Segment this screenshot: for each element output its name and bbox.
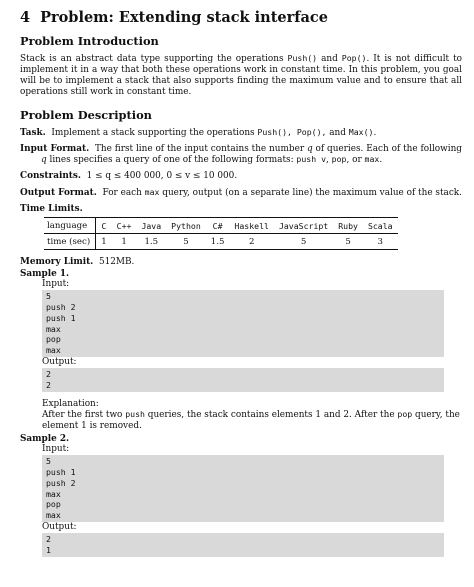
output-format-text-1: For each — [102, 188, 145, 199]
code-line: 2 — [46, 534, 51, 545]
memory-limit-value: 512MB. — [98, 257, 135, 268]
q-variable: q — [306, 143, 313, 154]
table-cell: 5 — [274, 234, 333, 250]
code-line: max — [46, 488, 61, 499]
table-header-cell: C++ — [112, 218, 137, 234]
table-cell: 5 — [166, 234, 206, 250]
sample-1-title: Sample 1. — [20, 269, 70, 280]
explanation-label: Explanation: — [42, 398, 99, 409]
or-text: , or — [346, 155, 365, 166]
intro-text-and: and — [317, 54, 342, 64]
code-line: 2 — [46, 368, 51, 379]
pop-keyword: pop — [397, 409, 413, 420]
push-v-format: push v — [296, 154, 326, 165]
code-line: max — [46, 323, 61, 334]
q-variable: q — [41, 155, 47, 166]
table-header-cell: Python — [166, 218, 206, 234]
code-line: push 1 — [46, 312, 76, 323]
input-format-text-1: The first line of the input contains the number — [95, 143, 307, 154]
code-line: 1 — [46, 544, 51, 555]
time-limits-values-row — [44, 234, 398, 250]
table-header-cell: language — [44, 218, 96, 234]
comma: , — [326, 155, 332, 166]
table-cell: 5 — [333, 234, 363, 250]
sample-2-input-box — [42, 455, 444, 522]
input-format-paragraph — [20, 144, 462, 167]
section-number: 4 — [20, 9, 31, 26]
section-title — [20, 9, 462, 26]
pop-operation: Pop() — [341, 53, 367, 63]
input-format-label: Input Format. — [20, 143, 90, 154]
input-format-end: . — [379, 155, 383, 166]
time-limits-header-row — [44, 218, 398, 234]
input-format-text-3: lines specifies a query of one of the following formats: — [46, 155, 297, 166]
sample-2-input-label: Input: — [42, 444, 70, 455]
section-title-text: Problem: Extending stack interface — [40, 9, 328, 26]
code-line: pop — [46, 334, 61, 345]
sample-2-output-label: Output: — [42, 522, 77, 533]
code-line: pop — [46, 499, 61, 510]
task-paragraph — [20, 127, 462, 139]
task-end: . — [373, 127, 377, 138]
constraints-paragraph — [20, 171, 462, 182]
time-limits-title: Time Limits. — [20, 204, 83, 215]
table-cell: 2 — [229, 234, 274, 250]
code-line: 5 — [46, 456, 51, 467]
constraints-label: Constraints. — [20, 171, 81, 182]
table-header-cell: Ruby — [333, 218, 363, 234]
description-heading: Problem Description — [20, 107, 152, 122]
code-line: push 2 — [46, 301, 76, 312]
memory-limit-label: Memory Limit. — [20, 257, 94, 268]
output-format-paragraph — [20, 187, 462, 199]
code-line: max — [46, 510, 61, 521]
max-query: max — [144, 187, 160, 198]
explanation-text-1: After the first two — [42, 410, 126, 421]
memory-limit — [20, 257, 462, 267]
code-line: push 2 — [46, 477, 76, 488]
max-operation: Max() — [348, 126, 374, 137]
max-format: max — [364, 154, 380, 165]
table-cell: time (sec) — [44, 234, 96, 250]
code-line: 5 — [46, 291, 51, 302]
output-format-label: Output Format. — [20, 188, 97, 199]
pop-format: pop — [331, 154, 347, 165]
table-header-cell: JavaScript — [274, 218, 333, 234]
explanation-text-2: queries, the stack contains elements 1 and 2. After the — [144, 410, 398, 421]
task-label: Task. — [20, 127, 46, 138]
input-format-text-2: of queries. Each of the following — [312, 143, 462, 154]
sample-2-output-box — [42, 533, 444, 557]
table-header-cell: Scala — [363, 218, 398, 234]
explanation-text-3: query, the element 1 is removed. — [42, 410, 460, 432]
push-keyword: push — [125, 409, 145, 420]
task-text: Implement a stack supporting the operations — [51, 127, 258, 138]
task-and: and — [326, 127, 349, 138]
sample-1-output-label: Output: — [42, 356, 77, 367]
table-cell: 1 — [112, 234, 137, 250]
table-cell: 1 — [96, 234, 112, 250]
code-line: 2 — [46, 379, 51, 390]
sample-1-output-box — [42, 368, 444, 392]
constraints-text: 1 ≤ q ≤ 400 000, 0 ≤ v ≤ 10 000. — [86, 171, 238, 182]
intro-text-2: . It is not difficult to implement it in a way that both these operations work in constant time. In this problem, you goal will be to implement a stack that also supports finding the maximum value and to ensure that all operations still work in constant time. — [20, 54, 462, 97]
table-cell: 1.5 — [136, 234, 166, 250]
table-cell: 3 — [363, 234, 398, 250]
code-line: max — [46, 345, 61, 356]
intro-text-1: Stack is an abstract data type supporting the operations — [20, 54, 288, 64]
sample-1-input-label: Input: — [42, 279, 70, 290]
task-operations: Push(), Pop(), — [257, 126, 327, 137]
explanation-text — [42, 409, 462, 432]
time-limits-table — [44, 217, 398, 250]
sample-2-title: Sample 2. — [20, 434, 70, 445]
sample-1-input-box — [42, 290, 444, 357]
table-cell: 1.5 — [206, 234, 230, 250]
sample-1-explanation — [42, 399, 462, 433]
push-operation: Push() — [287, 53, 318, 63]
intro-paragraph — [20, 53, 462, 98]
table-header-cell: Java — [136, 218, 166, 234]
intro-heading: Problem Introduction — [20, 34, 159, 48]
code-line: push 1 — [46, 467, 76, 478]
output-format-text-2: query, output (on a separate line) the maximum value of the stack. — [159, 188, 462, 199]
table-header-cell: C# — [206, 218, 230, 234]
table-header-cell: Haskell — [229, 218, 274, 234]
table-header-cell: C — [96, 218, 112, 234]
